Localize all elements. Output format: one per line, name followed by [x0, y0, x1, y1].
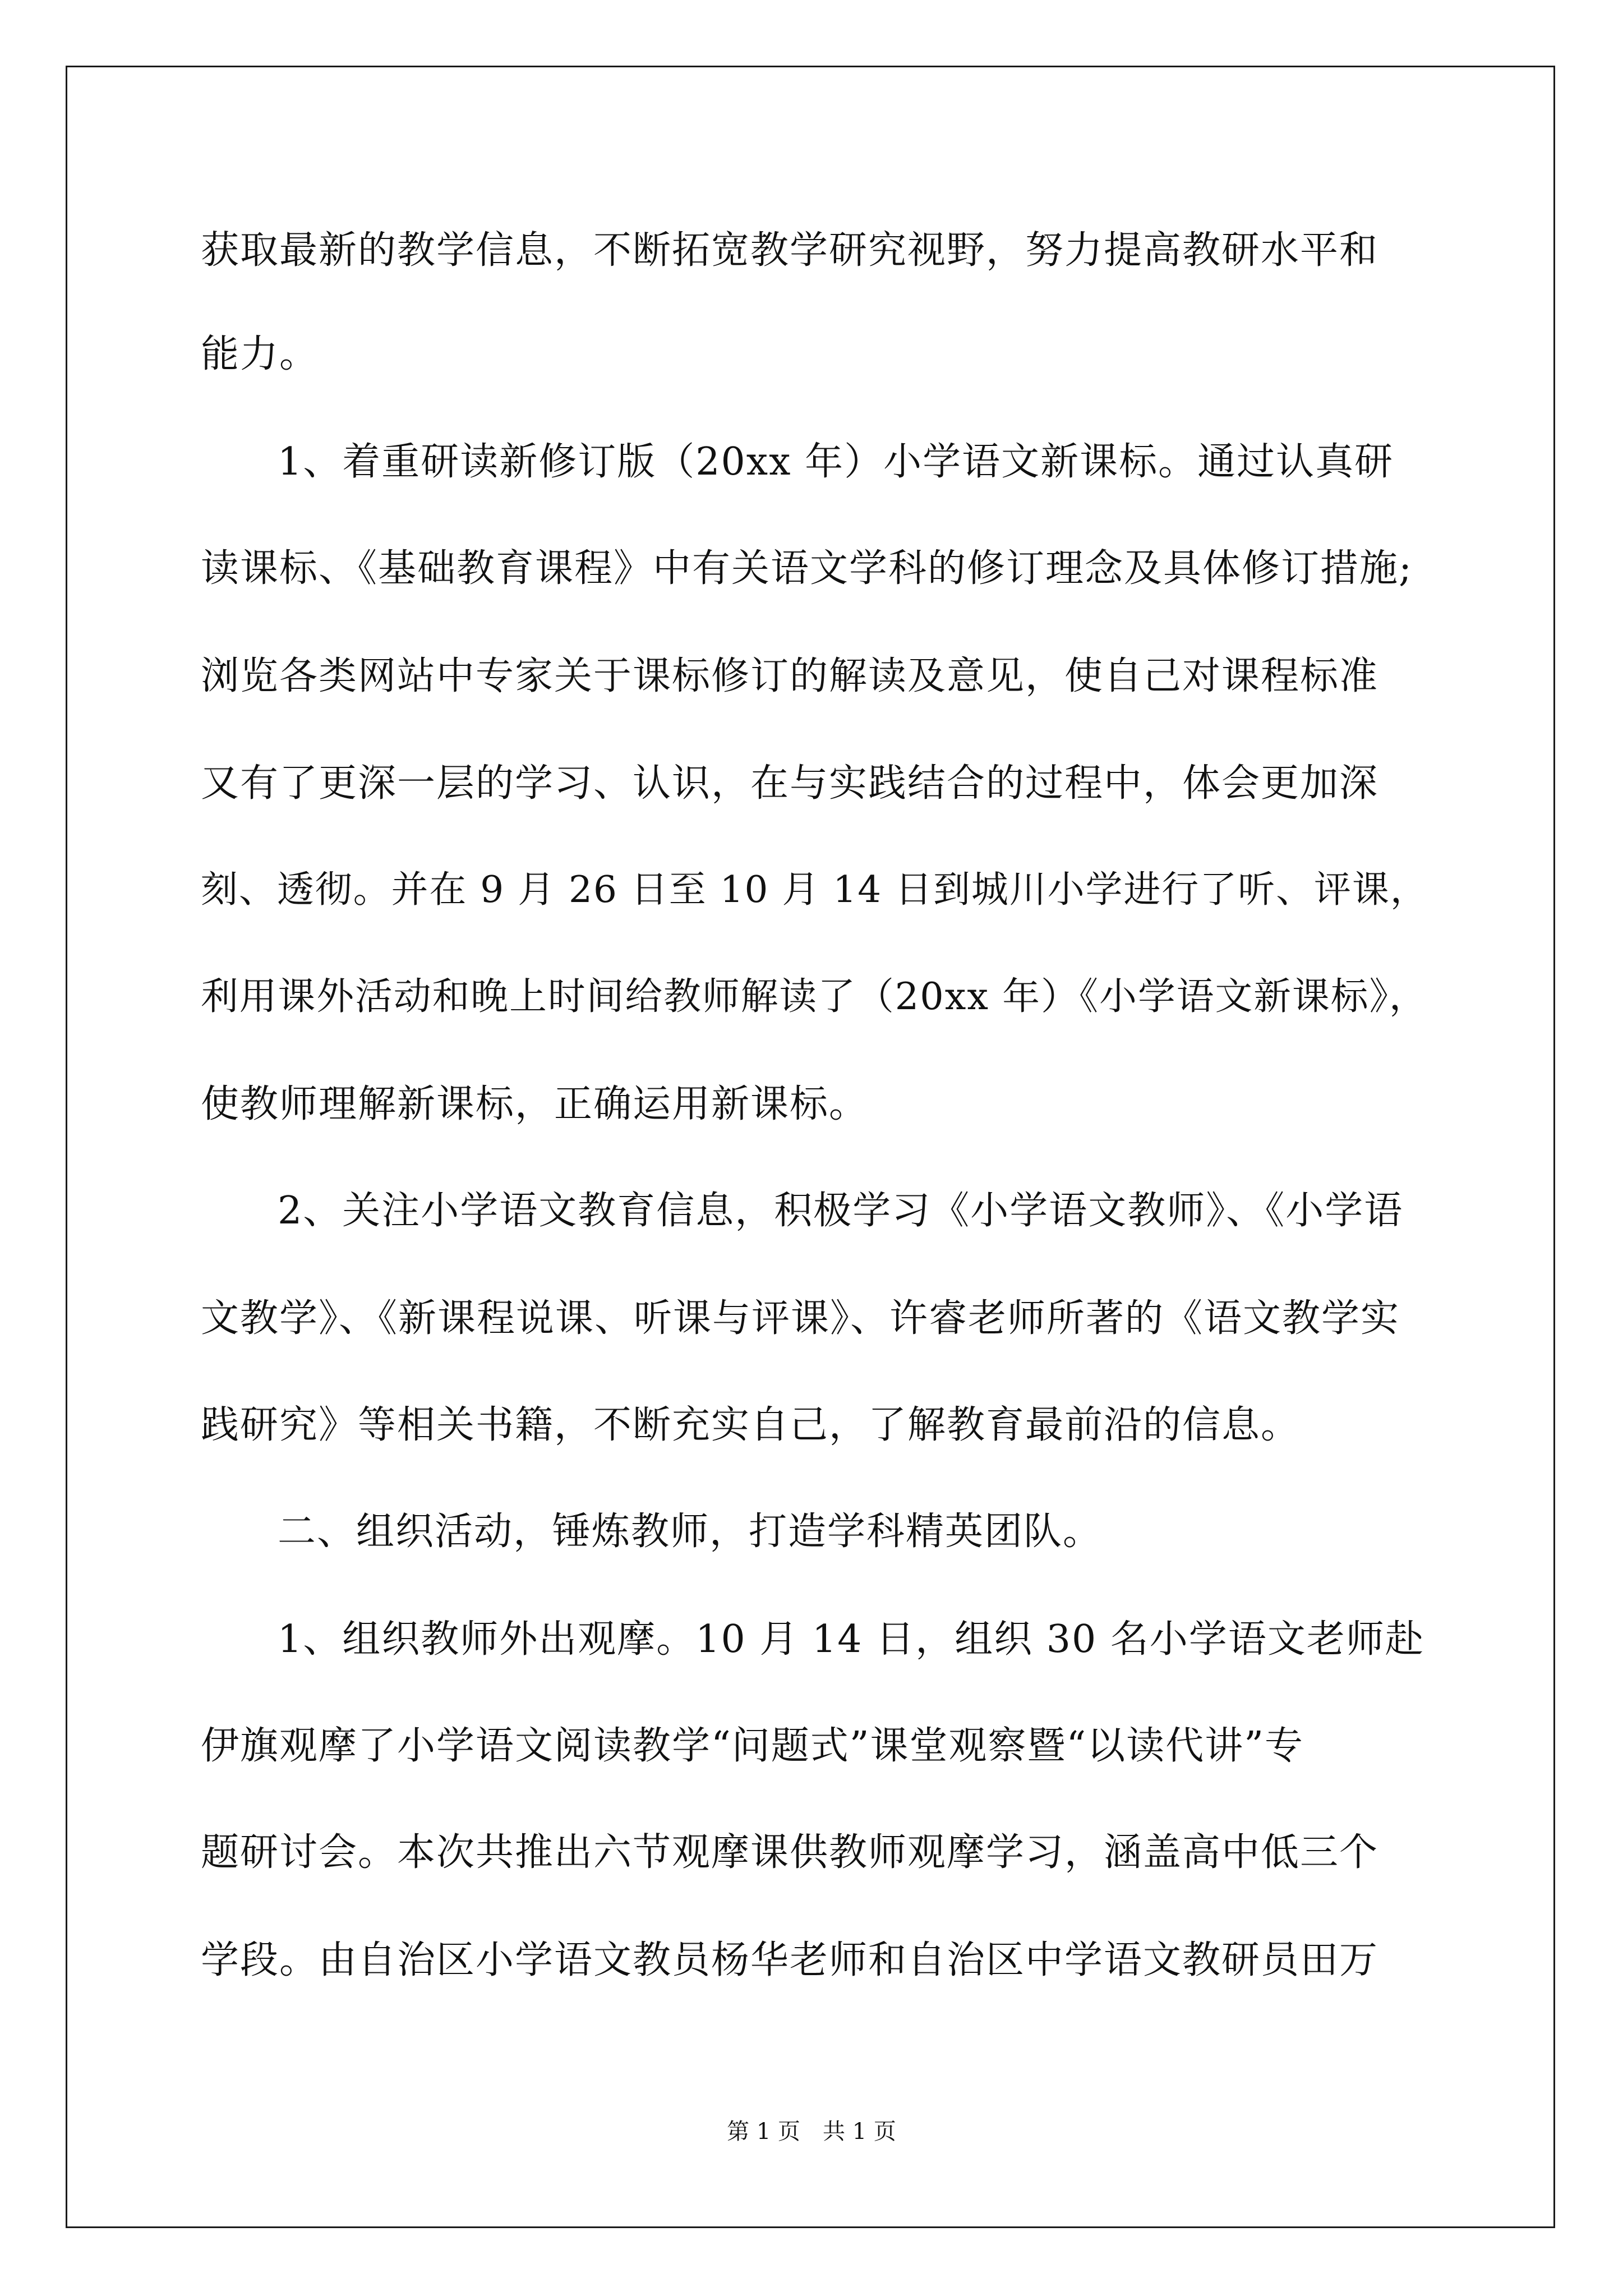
- text-line: 刻、透彻。并在 9 月 26 日至 10 月 14 日到城川小学进行了听、评课，: [201, 868, 1428, 911]
- page-border: [66, 66, 1555, 2228]
- text-line: 获取最新的教学信息，不断拓宽教学研究视野，努力提高教研水平和: [201, 228, 1379, 273]
- page-number: 第 1 页 共 1 页: [727, 2119, 896, 2145]
- text-line: 读课标、《基础教育课程》中有关语文学科的修订理念及具体修订措施;: [201, 546, 1413, 591]
- text-line: 1、组织教师外出观摩。10 月 14 日，组织 30 名小学语文老师赴: [278, 1617, 1424, 1662]
- text-line: 伊旗观摩了小学语文阅读教学“问题式”课堂观察暨“以读代讲”专: [201, 1724, 1304, 1768]
- text-line: 浏览各类网站中专家关于课标修订的解读及意见，使自己对课程标准: [201, 654, 1379, 698]
- text-line: 学段。由自治区小学语文教员杨华老师和自治区中学语文教研员田万: [201, 1938, 1379, 1982]
- section-heading: 二、组织活动，锤炼教师，打造学科精英团队。: [278, 1510, 1103, 1554]
- text-line: 1、着重研读新修订版（20xx 年）小学语文新课标。通过认真研: [278, 440, 1394, 484]
- text-line: 践研究》等相关书籍，不断充实自己，了解教育最前沿的信息。: [201, 1403, 1301, 1447]
- text-line: 能力。: [201, 332, 319, 376]
- text-line: 题研讨会。本次共推出六节观摩课供教师观摩学习，涵盖高中低三个: [201, 1830, 1379, 1875]
- text-line: 利用课外活动和晚上时间给教师解读了（20xx 年）《小学语文新课标》，: [201, 974, 1428, 1018]
- text-line: 文教学》、《新课程说课、听课与评课》、许睿老师所著的《语文教学实: [201, 1296, 1400, 1341]
- text-line: 又有了更深一层的学习、认识，在与实践结合的过程中，体会更加深: [201, 761, 1379, 806]
- text-line: 2、关注小学语文教育信息，积极学习《小学语文教师》、《小学语: [278, 1189, 1404, 1233]
- text-line: 使教师理解新课标，正确运用新课标。: [201, 1082, 869, 1126]
